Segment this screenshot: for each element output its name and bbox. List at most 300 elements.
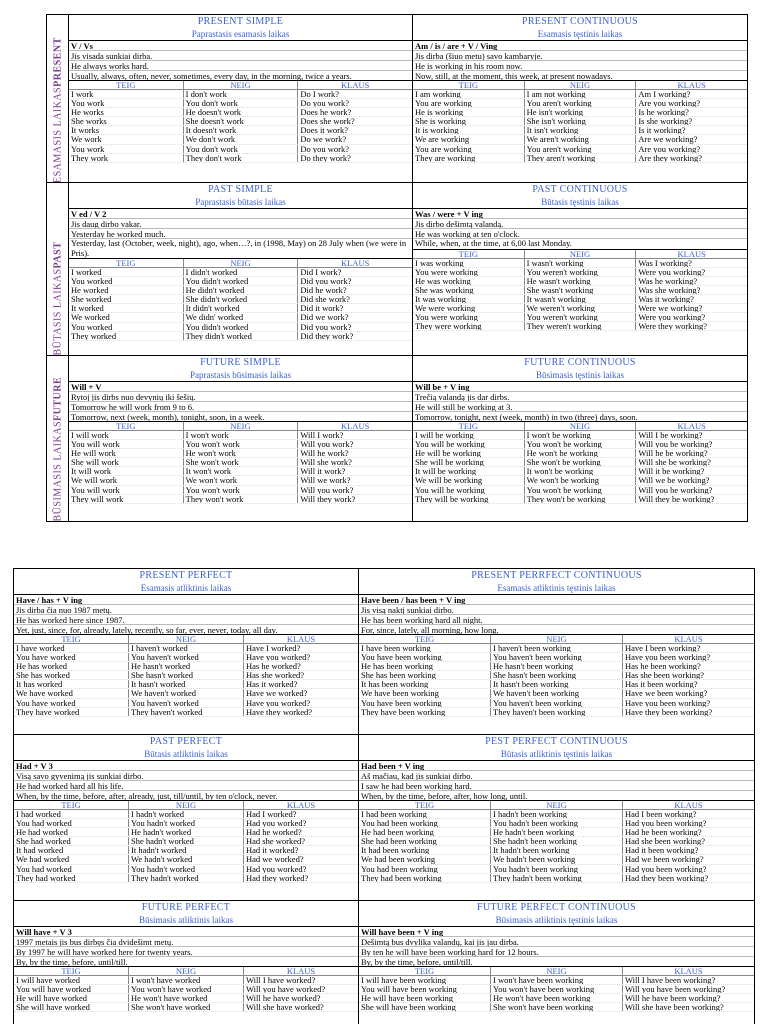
conjugation-cell: Will you have worked? — [243, 985, 358, 993]
conjugation-header — [413, 250, 747, 259]
conjugation-cell: Did they work? — [297, 332, 412, 340]
column-header-teig: TEIG — [458, 248, 479, 259]
column-header-neig: NEIG — [183, 259, 298, 267]
conjugation-cell: They aren't working — [524, 154, 636, 162]
conjugation-cell: Is she working? — [635, 117, 747, 125]
conjugation-cell: We hadn't been working — [490, 855, 622, 863]
tense-subtitle: Paprastasis būtasis laikas — [195, 197, 286, 207]
conjugation-cell: We were working — [415, 303, 476, 313]
conjugation-cell: You won't have worked — [128, 985, 243, 993]
column-header-klaus: KLAUS — [635, 250, 747, 258]
conjugation-cell: You worked — [71, 322, 113, 331]
conjugation-cell: He will be working — [415, 449, 481, 458]
tenses-table-simple-continuous — [46, 14, 748, 522]
tense-header — [359, 569, 754, 595]
conjugation-row — [359, 985, 754, 994]
conjugation-cell: He will work — [71, 449, 116, 458]
conjugation-row — [14, 976, 358, 985]
tenses-table-perfect — [13, 568, 755, 1024]
tense-usage: Yet, just, since, for, already, lately, recently, so far, ever, never, today, all day. — [14, 625, 358, 635]
conjugation-cell: He hasn't worked — [128, 662, 243, 670]
tense-header — [69, 183, 412, 209]
tense-formula: V ed / V 2 — [69, 209, 412, 219]
conjugation-cell: She won't have worked — [128, 1003, 243, 1011]
conjugation-cell: I will be working — [415, 431, 474, 440]
tense-block — [413, 356, 747, 521]
tense-subtitle: Būsimasis tęstinis laikas — [535, 370, 624, 380]
conjugation-cell: We will be working — [415, 476, 483, 485]
conjugation-row — [359, 1003, 754, 1012]
conjugation-cell: It hadn't worked — [128, 846, 243, 854]
tense-header — [69, 356, 412, 382]
tense-example: By 1997 he will have worked here for twenty years. — [14, 947, 358, 957]
conjugation-cell: Have I been working? — [622, 644, 754, 652]
conjugation-cell: Were you working? — [635, 268, 747, 276]
conjugation-cell: Was it working? — [635, 295, 747, 303]
conjugation-cell: They don't work — [183, 154, 298, 162]
conjugation-cell: You will be working — [415, 440, 485, 449]
conjugation-cell: I didn't worked — [183, 268, 298, 276]
tense-title: PRESENT PERRFECT CONTINUOUS — [471, 570, 642, 581]
conjugation-row — [359, 819, 754, 828]
conjugation-cell: She doesn't work — [183, 117, 298, 125]
column-header-neig: NEIG — [524, 422, 636, 430]
conjugation-cell: Will he work? — [297, 449, 412, 457]
conjugation-cell: Will she have worked? — [243, 1003, 358, 1011]
tense-section — [69, 356, 747, 521]
conjugation-cell: You haven't worked — [128, 699, 243, 707]
conjugation-cell: It is working — [415, 126, 459, 135]
column-header-neig: NEIG — [128, 967, 243, 975]
tense-subtitle: Paprastasis būsimasis laikas — [190, 370, 291, 380]
tense-title: PAST CONTINUOUS — [532, 184, 628, 195]
conjugation-cell: He won't work — [183, 449, 298, 457]
conjugation-row — [14, 846, 358, 855]
conjugation-cell: Will he have been working? — [622, 994, 754, 1002]
tense-title: FUTURE PERFECT — [141, 902, 231, 913]
conjugation-cell: Had I been working? — [622, 810, 754, 818]
conjugation-row — [69, 99, 412, 108]
tense-usage: While, when, at the time, at 6,00 last Monday. — [413, 239, 747, 250]
tense-title: FUTURE PERFECT CONTINUOUS — [477, 902, 636, 913]
conjugation-cell: You won't work — [183, 440, 298, 448]
conjugation-cell: Will I work? — [297, 431, 412, 439]
tense-example: Aš mačiau, kad jis sunkiai dirbo. — [359, 771, 754, 781]
conjugation-row — [14, 644, 358, 653]
conjugation-cell: You didn't worked — [183, 277, 298, 285]
conjugation-row — [69, 154, 412, 163]
conjugation-grid — [14, 967, 358, 1012]
tense-example: Jis visą naktį sunkiai dirbo. — [359, 605, 754, 615]
tense-usage: Yesterday, last (October, week, night), ago, when…?, in (1998, May) on 28 July when (we were in Pris). — [69, 239, 412, 259]
conjugation-header — [359, 635, 754, 644]
conjugation-cell: Have you been working? — [622, 699, 754, 707]
conjugation-row — [413, 108, 747, 117]
conjugation-cell: You were working — [415, 267, 478, 276]
sidebar-label-en: PRESENT — [52, 36, 64, 87]
tense-usage: Tomorrow, next (week, month), tonight, soon, in a week. — [69, 412, 412, 422]
tense-header — [413, 15, 747, 41]
conjugation-cell: You don't work — [183, 99, 298, 107]
conjugation-cell: I was working — [415, 258, 464, 267]
conjugation-cell: You won't be working — [524, 440, 636, 448]
tense-block — [359, 735, 754, 900]
conjugation-row — [14, 985, 358, 994]
conjugation-cell: Had you worked? — [243, 865, 358, 873]
conjugation-header — [69, 422, 412, 431]
tense-title: FUTURE CONTINUOUS — [524, 357, 636, 368]
conjugation-cell: It won't work — [183, 467, 298, 475]
conjugation-cell: He had been working — [361, 828, 434, 837]
tense-formula: Will + V — [69, 382, 412, 392]
column-header-klaus: KLAUS — [297, 422, 412, 430]
tense-formula: Have been / has been + V ing — [359, 595, 754, 605]
conjugation-cell: He was working — [415, 276, 471, 285]
conjugation-cell: You haven't worked — [128, 653, 243, 661]
conjugation-row — [359, 874, 754, 883]
tense-block — [413, 183, 747, 355]
tense-usage: When, by the time, before, after, already, just, till/until, by ten o'clock, never. — [14, 791, 358, 801]
tense-section — [69, 183, 747, 356]
conjugation-cell: Did you work? — [297, 323, 412, 331]
conjugation-grid — [69, 422, 412, 504]
conjugation-cell: We haven't been working — [490, 689, 622, 697]
conjugation-cell: Will you work? — [297, 440, 412, 448]
tense-example: He has worked here since 1987. — [14, 615, 358, 625]
tense-subtitle: Būsimasis atliktinis tęstinis laikas — [495, 915, 618, 925]
tense-example: Jis dirba (šiuo metu) savo kambaryje. — [413, 51, 747, 61]
conjugation-cell: He won't have been working — [490, 994, 622, 1002]
conjugation-cell: Do we work? — [297, 135, 412, 143]
conjugation-cell: Do they work? — [297, 154, 412, 162]
conjugation-cell: Will she have been working? — [622, 1003, 754, 1011]
conjugation-cell: I worked — [71, 268, 102, 277]
conjugation-cell: Was she working? — [635, 286, 747, 294]
conjugation-cell: They have been working — [361, 707, 446, 716]
tense-header — [69, 15, 412, 41]
conjugation-row — [14, 689, 358, 698]
conjugation-cell: He has been working — [361, 662, 433, 671]
column-header-neig: NEIG — [490, 967, 622, 975]
tense-example: Jis dirbo dešimtą valandą. — [413, 219, 747, 229]
conjugation-cell: They haven't worked — [128, 708, 243, 716]
column-header-neig: NEIG — [490, 801, 622, 809]
conjugation-cell: It won't be working — [524, 467, 636, 475]
conjugation-cell: We don't work — [183, 135, 298, 143]
conjugation-row — [359, 653, 754, 662]
column-header-klaus: KLAUS — [635, 81, 747, 89]
conjugation-cell: I won't be working — [524, 431, 636, 439]
conjugation-cell: You will have worked — [16, 985, 91, 994]
conjugation-cell: He didn't worked — [183, 286, 298, 294]
conjugation-cell: Did it work? — [297, 304, 412, 312]
conjugation-cell: She has worked — [16, 671, 70, 680]
tense-formula: Am / is / are + V / Ving — [413, 41, 747, 51]
conjugation-cell: He hadn't been working — [490, 828, 622, 836]
conjugation-cell: Is it working? — [635, 126, 747, 134]
conjugation-cell: They work — [71, 153, 109, 162]
conjugation-cell: You hadn't worked — [128, 819, 243, 827]
conjugation-cell: It hasn't been working — [490, 680, 622, 688]
conjugation-cell: Had she been working? — [622, 837, 754, 845]
sidebar-label-lt: BŪTASIS LAIKAS — [52, 268, 64, 356]
conjugation-cell: He had worked — [16, 828, 68, 837]
tense-block — [359, 901, 754, 1024]
conjugation-cell: Had he been working? — [622, 828, 754, 836]
conjugation-row — [359, 837, 754, 846]
conjugation-cell: Will she be working? — [635, 458, 747, 466]
conjugation-cell: They hadn't worked — [128, 874, 243, 882]
conjugation-cell: I will have worked — [16, 976, 80, 985]
conjugation-cell: You haven't been working — [490, 653, 622, 661]
conjugation-row — [14, 699, 358, 708]
conjugation-cell: You haven't been working — [490, 699, 622, 707]
sidebar-past — [47, 183, 69, 356]
conjugation-cell: Did he work? — [297, 286, 412, 294]
conjugation-grid — [69, 81, 412, 163]
conjugation-row — [413, 295, 747, 304]
column-header-klaus: KLAUS — [243, 801, 358, 809]
tense-formula: V / Vs — [69, 41, 412, 51]
conjugation-cell: Has he been working? — [622, 662, 754, 670]
tense-example: He will still be working at 3. — [413, 402, 747, 412]
tense-subtitle: Paprastasis esamasis laikas — [191, 29, 290, 39]
tense-usage: By, by the time, before, until/till. — [359, 957, 754, 967]
conjugation-row — [359, 699, 754, 708]
conjugation-cell: Was he working? — [635, 277, 747, 285]
conjugation-row — [413, 495, 747, 504]
conjugation-row — [359, 865, 754, 874]
conjugation-cell: Will you have been working? — [622, 985, 754, 993]
conjugation-row — [359, 994, 754, 1003]
tense-example: He had worked hard all his life. — [14, 781, 358, 791]
tense-usage: When, by the time, before, after, how long, until. — [359, 791, 754, 801]
conjugation-row — [69, 495, 412, 504]
conjugation-cell: It will be working — [415, 467, 477, 476]
conjugation-cell: Have they been working? — [622, 708, 754, 716]
conjugation-grid — [69, 259, 412, 341]
conjugation-row — [69, 313, 412, 322]
conjugation-row — [69, 145, 412, 154]
tense-formula: Was / were + V ing — [413, 209, 747, 219]
conjugation-cell: It works — [71, 126, 100, 135]
conjugation-cell: Had he worked? — [243, 828, 358, 836]
tense-example: Dešimtą bus dvylika valandų, kai jis jau dirba. — [359, 937, 754, 947]
conjugation-cell: He will have been working — [361, 994, 454, 1003]
conjugation-cell: We had worked — [16, 855, 70, 864]
conjugation-cell: Will I have worked? — [243, 976, 358, 984]
conjugation-cell: She was working — [415, 285, 474, 294]
conjugation-cell: We had been working — [361, 855, 436, 864]
conjugation-cell: Do you work? — [297, 99, 412, 107]
conjugation-header — [14, 635, 358, 644]
conjugation-cell: Had we worked? — [243, 855, 358, 863]
column-header-neig: NEIG — [128, 801, 243, 809]
conjugation-cell: You won't work — [183, 486, 298, 494]
conjugation-cell: I haven't been working — [490, 644, 622, 652]
sidebar-label-lt: BŪSIMASIS LAIKAS — [52, 420, 64, 521]
conjugation-cell: She isn't working — [524, 117, 636, 125]
tense-header — [413, 356, 747, 382]
conjugation-row — [413, 286, 747, 295]
tense-formula: Had + V 3 — [14, 761, 358, 771]
conjugation-cell: She will be working — [415, 458, 484, 467]
conjugation-cell: She works — [71, 117, 107, 126]
column-header-teig: TEIG — [458, 421, 479, 431]
conjugation-cell: I had been working — [361, 810, 427, 819]
conjugation-row — [69, 440, 412, 449]
conjugation-row — [14, 653, 358, 662]
column-header-klaus: KLAUS — [622, 801, 754, 809]
conjugation-row — [413, 145, 747, 154]
conjugation-cell: Will he be working? — [635, 449, 747, 457]
tense-usage: Usually, always, often, never, sometimes, every day, in the morning, twice a years. — [69, 71, 412, 81]
conjugation-cell: Had we been working? — [622, 855, 754, 863]
column-header-neig: NEIG — [524, 81, 636, 89]
column-header-teig: TEIG — [414, 800, 435, 810]
conjugation-cell: I wasn't working — [524, 259, 636, 267]
conjugation-row — [413, 486, 747, 495]
tense-example: Jis dirba čia nuo 1987 metų. — [14, 605, 358, 615]
tense-block — [14, 901, 359, 1024]
conjugation-cell: We have worked — [16, 689, 73, 698]
conjugation-cell: You had worked — [16, 819, 72, 828]
tense-formula: Have / has + V ing — [14, 595, 358, 605]
conjugation-cell: Has it been working? — [622, 680, 754, 688]
conjugation-cell: I don't work — [183, 90, 298, 98]
conjugation-row — [14, 1003, 358, 1012]
conjugation-cell: Have you worked? — [243, 653, 358, 661]
conjugation-cell: It hadn't been working — [490, 846, 622, 854]
tense-header — [14, 569, 358, 595]
tense-title: FUTURE SIMPLE — [200, 357, 281, 368]
conjugation-grid — [413, 422, 747, 504]
conjugation-cell: She hasn't been working — [490, 671, 622, 679]
conjugation-cell: It has been working — [361, 680, 429, 689]
conjugation-cell: You aren't working — [524, 145, 636, 153]
conjugation-row — [14, 810, 358, 819]
conjugation-cell: You had worked — [16, 864, 72, 873]
tense-title: PRESENT SIMPLE — [197, 16, 284, 27]
conjugation-cell: Have you been working? — [622, 653, 754, 661]
tense-header — [14, 901, 358, 927]
conjugation-cell: They haven't been working — [490, 708, 622, 716]
tense-title: PEST PERFECT CONTINUOUS — [485, 736, 628, 747]
sidebar-present — [47, 15, 69, 183]
conjugation-cell: They won't be working — [524, 495, 636, 503]
tense-subtitle: Būsimasis atliktinis laikas — [139, 915, 233, 925]
conjugation-row — [14, 671, 358, 680]
conjugation-cell: Will he have worked? — [243, 994, 358, 1002]
conjugation-cell: Do I work? — [297, 90, 412, 98]
tense-example: He has been working hard all night. — [359, 615, 754, 625]
conjugation-cell: We hadn't worked — [128, 855, 243, 863]
conjugation-cell: You don't work — [183, 145, 298, 153]
column-header-teig: TEIG — [116, 80, 136, 90]
tense-example: Trečią valandą jis dar dirbs. — [413, 392, 747, 402]
conjugation-cell: Do you work? — [297, 145, 412, 153]
conjugation-cell: He hasn't been working — [490, 662, 622, 670]
tense-subtitle: Esamasis tęstinis laikas — [537, 29, 623, 39]
conjugation-header — [413, 81, 747, 90]
conjugation-cell: He won't have worked — [128, 994, 243, 1002]
conjugation-cell: Will you be working? — [635, 440, 747, 448]
conjugation-cell: She had been working — [361, 837, 437, 846]
conjugation-cell: We won't work — [183, 476, 298, 484]
conjugation-cell: We work — [71, 135, 102, 144]
conjugation-row — [69, 431, 412, 440]
conjugation-cell: Has he worked? — [243, 662, 358, 670]
conjugation-cell: You have been working — [361, 698, 442, 707]
conjugation-row — [413, 476, 747, 485]
tense-example: Jis visada sunkiai dirba. — [69, 51, 412, 61]
conjugation-cell: Will we be working? — [635, 476, 747, 484]
conjugation-row — [413, 467, 747, 476]
tense-section — [14, 735, 754, 901]
tense-example: Tomorrow he will work from 9 to 6. — [69, 402, 412, 412]
tense-section — [14, 569, 754, 735]
tense-block — [14, 569, 359, 734]
conjugation-row — [69, 126, 412, 135]
tense-sidebar — [47, 15, 69, 521]
conjugation-row — [14, 837, 358, 846]
conjugation-cell: You work — [71, 99, 105, 108]
conjugation-row — [413, 268, 747, 277]
tense-header — [359, 735, 754, 761]
conjugation-cell: I won't have worked — [128, 976, 243, 984]
conjugation-row — [14, 819, 358, 828]
conjugation-cell: Had it worked? — [243, 846, 358, 854]
conjugation-grid — [359, 967, 754, 1012]
conjugation-cell: You weren't working — [524, 313, 636, 321]
tense-section — [69, 15, 747, 183]
conjugation-cell: You had been working — [361, 864, 438, 873]
conjugation-grid — [14, 801, 358, 883]
conjugation-header — [413, 422, 747, 431]
tense-header — [359, 901, 754, 927]
conjugation-cell: I work — [71, 90, 94, 99]
conjugation-row — [14, 828, 358, 837]
tense-subtitle: Esamasis atliktinis laikas — [140, 583, 232, 593]
conjugation-cell: It worked — [71, 304, 104, 313]
conjugation-cell: Will they work? — [297, 495, 412, 503]
tense-header — [14, 735, 358, 761]
conjugation-row — [14, 865, 358, 874]
conjugation-row — [69, 90, 412, 99]
conjugation-row — [413, 117, 747, 126]
tense-block — [69, 183, 413, 355]
tense-subtitle: Būtasis atliktinis laikas — [144, 749, 228, 759]
tense-block — [413, 15, 747, 182]
tense-block — [14, 735, 359, 900]
conjugation-row — [359, 810, 754, 819]
tense-subtitle: Būtasis tęstinis laikas — [541, 197, 619, 207]
sidebar-label-en: FUTURE — [52, 376, 64, 421]
conjugation-cell: She will have worked — [16, 1003, 90, 1012]
conjugation-cell: It had been working — [361, 846, 430, 855]
conjugation-cell: They will work — [71, 494, 124, 503]
conjugation-row — [69, 295, 412, 304]
conjugation-row — [413, 449, 747, 458]
conjugation-cell: It has worked — [16, 680, 63, 689]
sidebar-future — [47, 356, 69, 521]
conjugation-cell: Are we working? — [635, 135, 747, 143]
conjugation-cell: Has it worked? — [243, 680, 358, 688]
conjugation-cell: Are you working? — [635, 145, 747, 153]
conjugation-cell: I will work — [71, 431, 109, 440]
sidebar-label-en: PAST — [52, 241, 64, 269]
column-header-neig: NEIG — [128, 635, 243, 643]
